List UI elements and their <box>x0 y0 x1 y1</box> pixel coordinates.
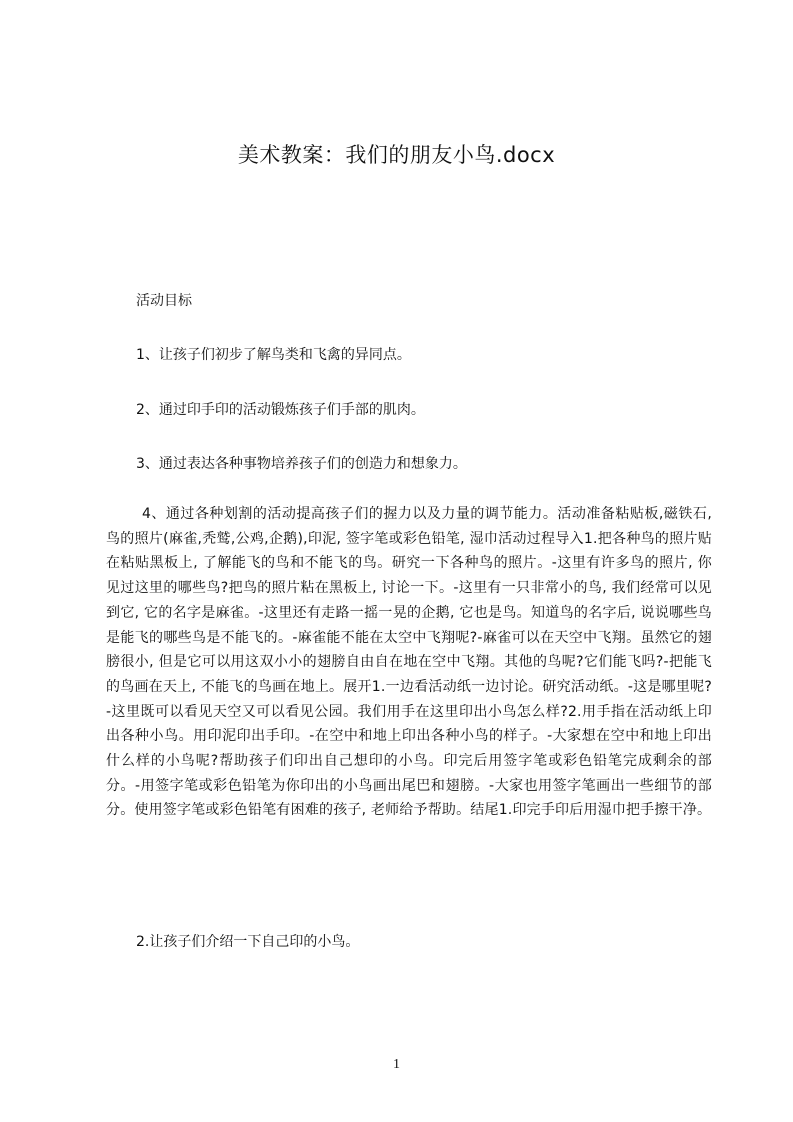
document-title: 美术教案：我们的朋友小鸟.docx <box>237 143 556 167</box>
paragraph-closing: 2.让孩子们介绍一下自己印的小鸟。 <box>136 934 360 950</box>
paragraph-goal-1: 1、让孩子们初步了解鸟类和飞禽的异同点。 <box>136 347 411 363</box>
section-heading: 活动目标 <box>136 293 192 309</box>
paragraph-goal-3: 3、通过表达各种事物培养孩子们的创造力和想象力。 <box>136 456 467 472</box>
page-number: 1 <box>393 1057 400 1072</box>
paragraph-goal-2: 2、通过印手印的活动锻炼孩子们手部的肌肉。 <box>136 402 425 418</box>
paragraph-goal-4-and-process: 4、通过各种划割的活动提高孩子们的握力以及力量的调节能力。活动准备粘贴板,磁铁石,鸟的照片(麻雀,秃鹫,公鸡,企鹅),印泥, 签字笔或彩色铅笔, 湿巾活动过程导入1.把各种鸟的照片贴在粘贴黑板上, 了解能飞的鸟和不能飞的鸟。研究一下各种鸟的照片。-这里有许多鸟的照片, 你见过这里的哪些鸟?把鸟的照片粘在黑板上, 讨论一下。-这里有一只非常小的鸟, 我们经常可以见到它, 它的名字是麻雀。-这里还有走路一摇一晃的企鹅, 它也是鸟。知道鸟的名字后, 说说哪些鸟是能飞的哪些鸟是不能飞的。-麻雀能不能在太空中飞翔呢?-麻雀可以在天空中飞翔。虽然它的翅膀很小, 但是它可以用这双小小的翅膀自由自在地在空中飞翔。其他的鸟呢?它们能飞吗?-把能飞的鸟画在天上, 不能飞的鸟画在地上。展开1.一边看活动纸一边讨论。研究活动纸。-这是哪里呢?-这里既可以看见天空又可以看见公园。我们用手在这里印出小鸟怎么样?2.用手指在活动纸上印出各种小鸟。用印泥印出手印。-在空中和地上印出各种小鸟的样子。-大家想在空中和地上印出什么样的小鸟呢?帮助孩子们印出自己想印的小鸟。印完后用签字笔或彩色铅笔完成剩余的部分。-用签字笔或彩色铅笔为你印出的小鸟画出尾巴和翅膀。-大家也用签字笔画出一些细节的部分。使用签字笔或彩色铅笔有困难的孩子, 老师给予帮助。结尾1.印完手印后用湿巾把手擦干净。 <box>106 506 712 819</box>
